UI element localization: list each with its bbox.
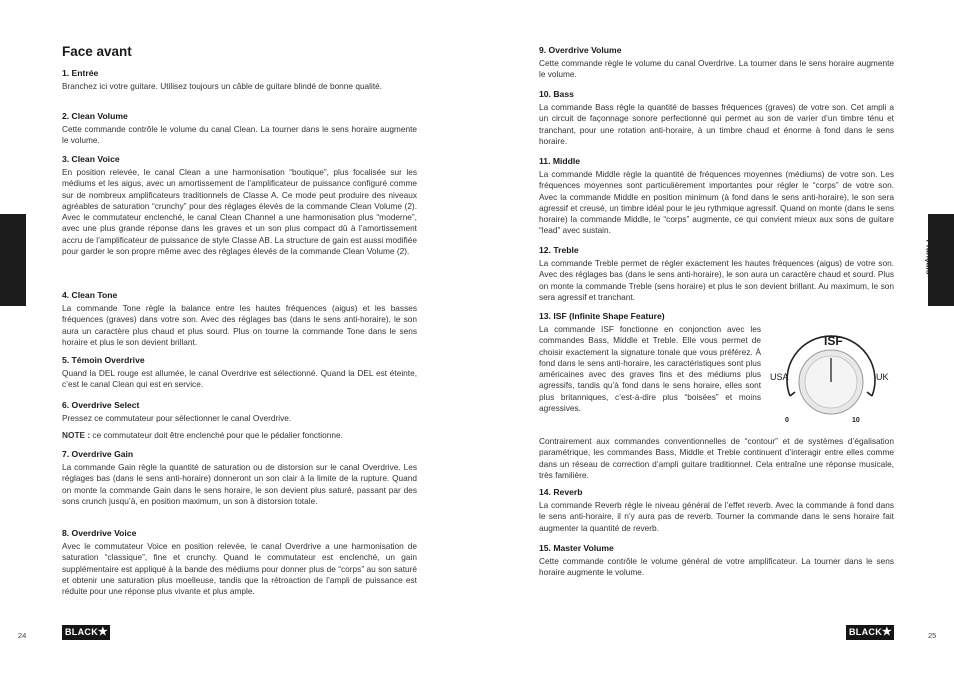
- section-heading: 6. Overdrive Select: [62, 400, 140, 410]
- section-text: Cette commande contrôle le volume du canal Clean. La tourner dans le sens horaire augmente le volume.: [62, 124, 417, 146]
- section-overdrive-volume: [539, 45, 894, 81]
- section-heading: 15. Master Volume: [539, 543, 614, 553]
- brand-logo-right: [846, 625, 894, 640]
- knob-min-label: 0: [785, 417, 789, 424]
- section-text: Quand la DEL rouge est allumée, le canal Overdrive est sélectionné. Quand la DEL est éteinte, c’est le canal Clean qui est en service.: [62, 368, 417, 390]
- note: [62, 430, 417, 441]
- section-heading: 7. Overdrive Gain: [62, 449, 134, 459]
- knob-scale-tick-max: [867, 392, 872, 396]
- knob-left-label: USA: [770, 372, 789, 382]
- section-heading: 8. Overdrive Voice: [62, 528, 137, 538]
- side-label-right: Français: [924, 239, 935, 275]
- section-overdrive-voice: [62, 528, 417, 597]
- section-text: La commande Bass règle la quantité de basses fréquences (graves) de votre son. Cet ampli a un circuit de façonnage sonore perfectionné qui permet au son de varier d’un timbre ténu et tranchant, pour une rotation anti-horaire, à un timbre chaud et énorme à fond dans le sens horaire.: [539, 102, 894, 146]
- section-heading: 11. Middle: [539, 156, 581, 166]
- section-heading: 10. Bass: [539, 89, 574, 99]
- section-clean-voice: [62, 154, 417, 257]
- section-heading: 3. Clean Voice: [62, 154, 120, 164]
- section-heading: 2. Clean Volume: [62, 111, 128, 121]
- knob-scale-tick-min: [790, 392, 795, 396]
- brand-logo-text: BLACK: [65, 627, 98, 637]
- section-heading: 9. Overdrive Volume: [539, 45, 622, 55]
- section-middle: [539, 156, 894, 237]
- section-text: La commande Tone règle la balance entre les hautes fréquences (aigus) et les basses fréquences (graves) dans votre son. Avec des réglages bas (dans le sens anti-horaire), le son aura un caractère plus chaud et plus sourd. Plus on tourne la commande Tone dans le sens horaire et plus le son devient brillant.: [62, 303, 417, 347]
- page-number-right: 25: [928, 631, 937, 640]
- star-icon: ★: [97, 626, 108, 638]
- page-number-left: 24: [18, 631, 27, 640]
- brand-logo-text: BLACK: [849, 627, 882, 637]
- section-text: La commande ISF fonctionne en conjonction avec les commandes Bass, Middle et Treble. Elle vous permet de choisir exactement la signature tonale que vous préférez. À fond dans le sens anti-horaire, les caractéristiques sont plus américaines avec des graves fins et des médiums plus agressifs, tandis qu’à fond dans le sens horaire, elles sont plus britanniques, c’est-à-dire plus “boisées” et moins agressives.: [539, 324, 761, 414]
- isf-knob-diagram: [768, 330, 894, 428]
- section-overdrive-select: [62, 400, 417, 442]
- section-master-volume: [539, 543, 894, 579]
- section-clean-volume: [62, 111, 417, 147]
- section-heading: 12. Treble: [539, 245, 579, 255]
- section-text: En position relevée, le canal Clean a une harmonisation “boutique”, plus focalisée sur les médiums et les aigus, avec un amortissement de l’amplificateur de puissance configuré comme sur de nombreux amplificateurs traditionnels de Classe A. Ce mode peut produire des niveaux agréables de saturation “crunchy” pour des réglages élevés de la commande Clean Volume (2). Avec le commutateur enclenché, le canal Clean Channel a une harmonisation plus “moderne”, avec une plus grande réponse dans les graves et un son plus compact dû à l’amortissement accru de l’amplificateur de puissance de style Classe AB. La structure de gain est aussi modifiée pour garder le son propre même avec des réglages élevés de la commande Clean Volume (2).: [62, 167, 417, 257]
- knob-label: ISF: [824, 334, 843, 348]
- section-heading: 1. Entrée: [62, 68, 99, 78]
- section-reverb: [539, 487, 894, 534]
- note-label: NOTE :: [62, 430, 91, 441]
- section-text: Avec le commutateur Voice en position relevée, le canal Overdrive a une harmonisation de saturation “classique”, fine et crunchy. Quand le commutateur est enclenché, un gain supplémentaire est appliqué à la bande des médiums pour donner plus de “corps” au son saturé et obtenir une saturation plus moelleuse, tandis que la rétroaction de l’ampli de puissance est réduite pour une réponse plus vivante et plus ample.: [62, 541, 417, 597]
- section-isf: [539, 311, 761, 414]
- section-heading: 4. Clean Tone: [62, 290, 118, 300]
- brand-logo-left: [62, 625, 110, 640]
- section-text: Cette commande contrôle le volume général de votre amplificateur. La tourner dans le sens horaire augmente le volume.: [539, 556, 894, 578]
- section-overdrive-gain: [62, 449, 417, 507]
- section-clean-tone: [62, 290, 417, 348]
- side-label-left: Français: [10, 249, 21, 285]
- page-title: Face avant: [62, 44, 132, 59]
- knob-max-label: 10: [852, 417, 860, 424]
- section-temoin-overdrive: [62, 355, 417, 391]
- section-text: Branchez ici votre guitare. Utilisez toujours un câble de guitare blindé de bonne qualité.: [62, 81, 383, 91]
- section-text: La commande Middle règle la quantité de fréquences moyennes (médiums) de votre son. Les fréquences moyennes sont particulièrement importantes pour régler le “corps” de votre son. Avec la commande Middle en position minimum (à fond dans le sens anti-horaire), le son sera agressif et creusé, un timbre idéal pour le jeu rythmique agressif. Quand on monte (dans le sens horaire) la commande Middle, le “corps” augmente, ce qui convient mieux aux sons de guitare “lead” avec sustain.: [539, 169, 894, 236]
- section-bass: [539, 89, 894, 147]
- section-heading: 14. Reverb: [539, 487, 583, 497]
- section-text: Contrairement aux commandes conventionnelles de “contour” et de systèmes d’égalisation paramétrique, les commandes Bass, Middle et Treble continuent d’interagir entre elles comme dans un réseau de correction d’ampli guitare traditionnel. Cela entraîne une réponse musicale, très familière.: [539, 436, 894, 480]
- note-text: ce commutateur doit être enclenché pour que le pédalier fonctionne.: [90, 430, 343, 441]
- section-isf-continued: [539, 436, 894, 481]
- section-heading: 5. Témoin Overdrive: [62, 355, 145, 365]
- section-text: La commande Gain règle la quantité de saturation ou de distorsion sur le canal Overdrive. Les réglages bas (dans le sens anti-horaire) donneront un son clair à la limite de la rupture. Quand on monte la commande Gain dans le sens horaire, le son devient plus saturé, passant par des sons crunch jusqu’à, en position maximum, un son à distorsion totale.: [62, 462, 417, 506]
- section-text: Pressez ce commutateur pour sélectionner le canal Overdrive.: [62, 413, 292, 423]
- section-treble: [539, 245, 894, 303]
- section-text: La commande Treble permet de régler exactement les hautes fréquences (aigus) de votre son. Avec des réglages bas (dans le sens anti-horaire), le son aura un caractère chaud et sourd. Plus on monte la commande Treble (sens horaire) et plus le son devient brillant. Au maximum, le son sera agressif et tranchant.: [539, 258, 894, 302]
- section-heading: 13. ISF (Infinite Shape Feature): [539, 311, 665, 321]
- section-text: La commande Reverb règle le niveau général de l’effet reverb. Avec la commande à fond dans le sens anti-horaire, il n’y aura pas de reverb. Tourner la commande dans le sens horaire fait augmenter la quantité de reverb.: [539, 500, 894, 533]
- section-entree: [62, 68, 417, 92]
- section-text: Cette commande règle le volume du canal Overdrive. La tourner dans le sens horaire augmente le volume.: [539, 58, 894, 80]
- knob-right-label: UK: [876, 372, 889, 382]
- star-icon: ★: [881, 626, 892, 638]
